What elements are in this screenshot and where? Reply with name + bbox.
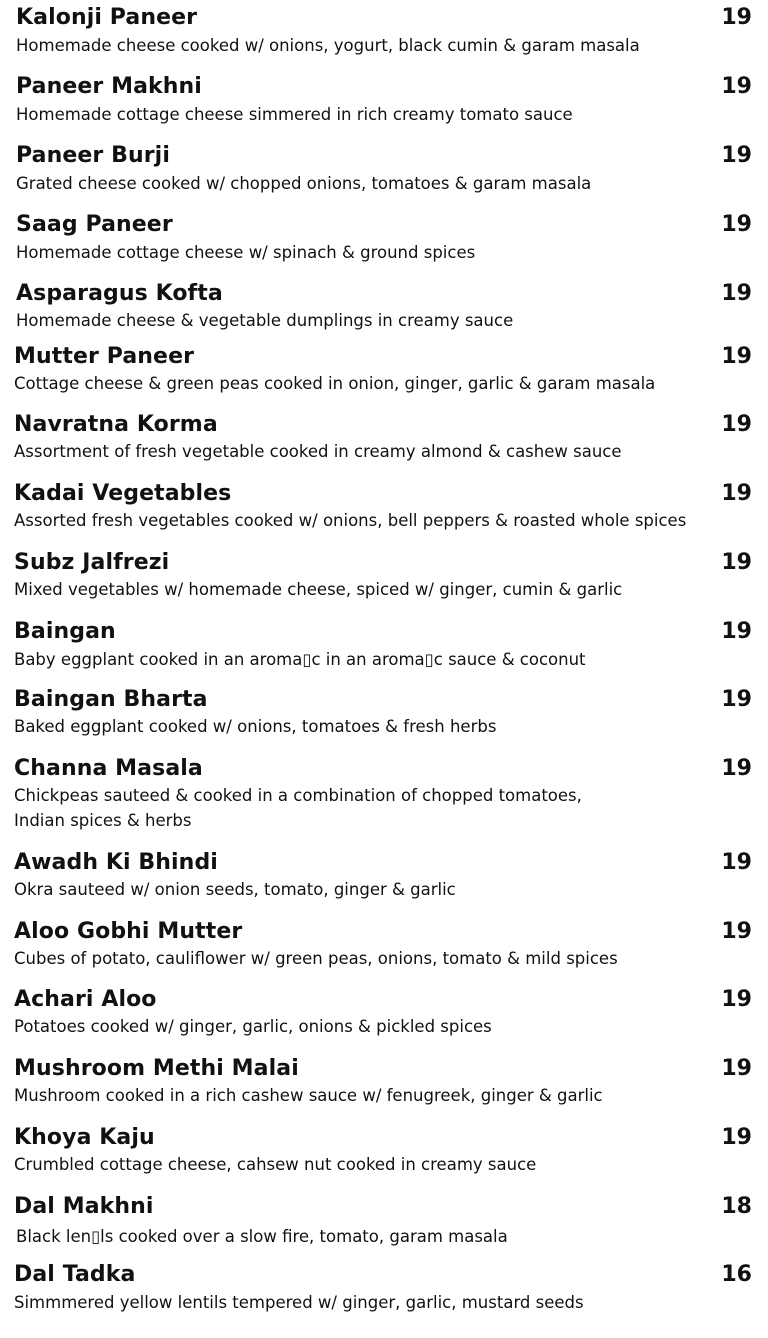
item-description: Chickpeas sauteed & cooked in a combination of chopped tomatoes, Indian spices & herbs [14, 786, 582, 830]
item-price: 19 [721, 281, 752, 306]
item-name: Paneer Burji [16, 143, 170, 168]
item-name: Mutter Paneer [14, 344, 195, 369]
item-description: Homemade cottage cheese simmered in rich creamy tomato sauce [16, 105, 573, 124]
item-description: Homemade cheese cooked w/ onions, yogurt, black cumin & garam masala [16, 36, 640, 55]
item-name: Achari Aloo [14, 987, 157, 1012]
item-name: Subz Jalfrezi [14, 550, 170, 575]
item-price: 19 [721, 850, 752, 875]
item-price: 19 [721, 1056, 752, 1081]
item-name: Paneer Makhni [16, 74, 202, 99]
item-name: Kadai Vegetables [14, 481, 232, 506]
item-name: Kalonji Paneer [16, 5, 198, 30]
item-price: 19 [721, 1125, 752, 1150]
item-name: Baingan [14, 619, 116, 644]
item-name: Navratna Korma [14, 412, 218, 437]
item-price: 19 [721, 412, 752, 437]
item-price: 19 [721, 344, 752, 369]
item-description: Potatoes cooked w/ ginger, garlic, onions & pickled spices [14, 1017, 492, 1036]
item-description: Mixed vegetables w/ homemade cheese, spiced w/ ginger, cumin & garlic [14, 580, 623, 599]
item-description: Baked eggplant cooked w/ onions, tomatoes & fresh herbs [14, 717, 497, 736]
item-price: 19 [721, 919, 752, 944]
item-description: Grated cheese cooked w/ chopped onions, tomatoes & garam masala [16, 174, 592, 193]
item-description: Simmmered yellow lentils tempered w/ ginger, garlic, mustard seeds [14, 1293, 584, 1312]
item-price: 19 [721, 5, 752, 30]
item-description: Homemade cheese & vegetable dumplings in creamy sauce [16, 311, 514, 330]
item-name: Channa Masala [14, 756, 203, 781]
item-description: Baby eggplant cooked in an aroma▯c in an aroma▯c sauce & coconut [14, 650, 586, 669]
item-description: Mushroom cooked in a rich cashew sauce w/ fenugreek, ginger & garlic [14, 1086, 603, 1105]
item-name: Mushroom Methi Malai [14, 1056, 299, 1081]
item-description: Black len▯ls cooked over a slow fire, tomato, garam masala [16, 1227, 508, 1246]
item-name: Aloo Gobhi Mutter [14, 919, 243, 944]
item-price: 19 [721, 74, 752, 99]
item-price: 19 [721, 143, 752, 168]
item-price: 19 [721, 687, 752, 712]
item-name: Saag Paneer [16, 212, 173, 237]
item-price: 19 [721, 550, 752, 575]
item-name: Baingan Bharta [14, 687, 208, 712]
item-name: Asparagus Kofta [16, 281, 223, 306]
item-name: Dal Tadka [14, 1262, 136, 1287]
item-price: 18 [721, 1194, 752, 1219]
item-price: 19 [721, 987, 752, 1012]
item-price: 19 [721, 756, 752, 781]
item-name: Khoya Kaju [14, 1125, 155, 1150]
item-name: Awadh Ki Bhindi [14, 850, 218, 875]
item-price: 19 [721, 481, 752, 506]
item-name: Dal Makhni [14, 1194, 154, 1219]
item-description: Crumbled cottage cheese, cahsew nut cooked in creamy sauce [14, 1155, 537, 1174]
item-description: Assorted fresh vegetables cooked w/ onions, bell peppers & roasted whole spices [14, 511, 687, 530]
item-description: Cubes of potato, cauliflower w/ green peas, onions, tomato & mild spices [14, 949, 618, 968]
item-description: Homemade cottage cheese w/ spinach & ground spices [16, 243, 476, 262]
item-description: Okra sauteed w/ onion seeds, tomato, ginger & garlic [14, 880, 456, 899]
item-price: 16 [721, 1262, 752, 1287]
item-price: 19 [721, 619, 752, 644]
item-description: Cottage cheese & green peas cooked in onion, ginger, garlic & garam masala [14, 374, 656, 393]
item-description: Assortment of fresh vegetable cooked in creamy almond & cashew sauce [14, 442, 622, 461]
item-price: 19 [721, 212, 752, 237]
